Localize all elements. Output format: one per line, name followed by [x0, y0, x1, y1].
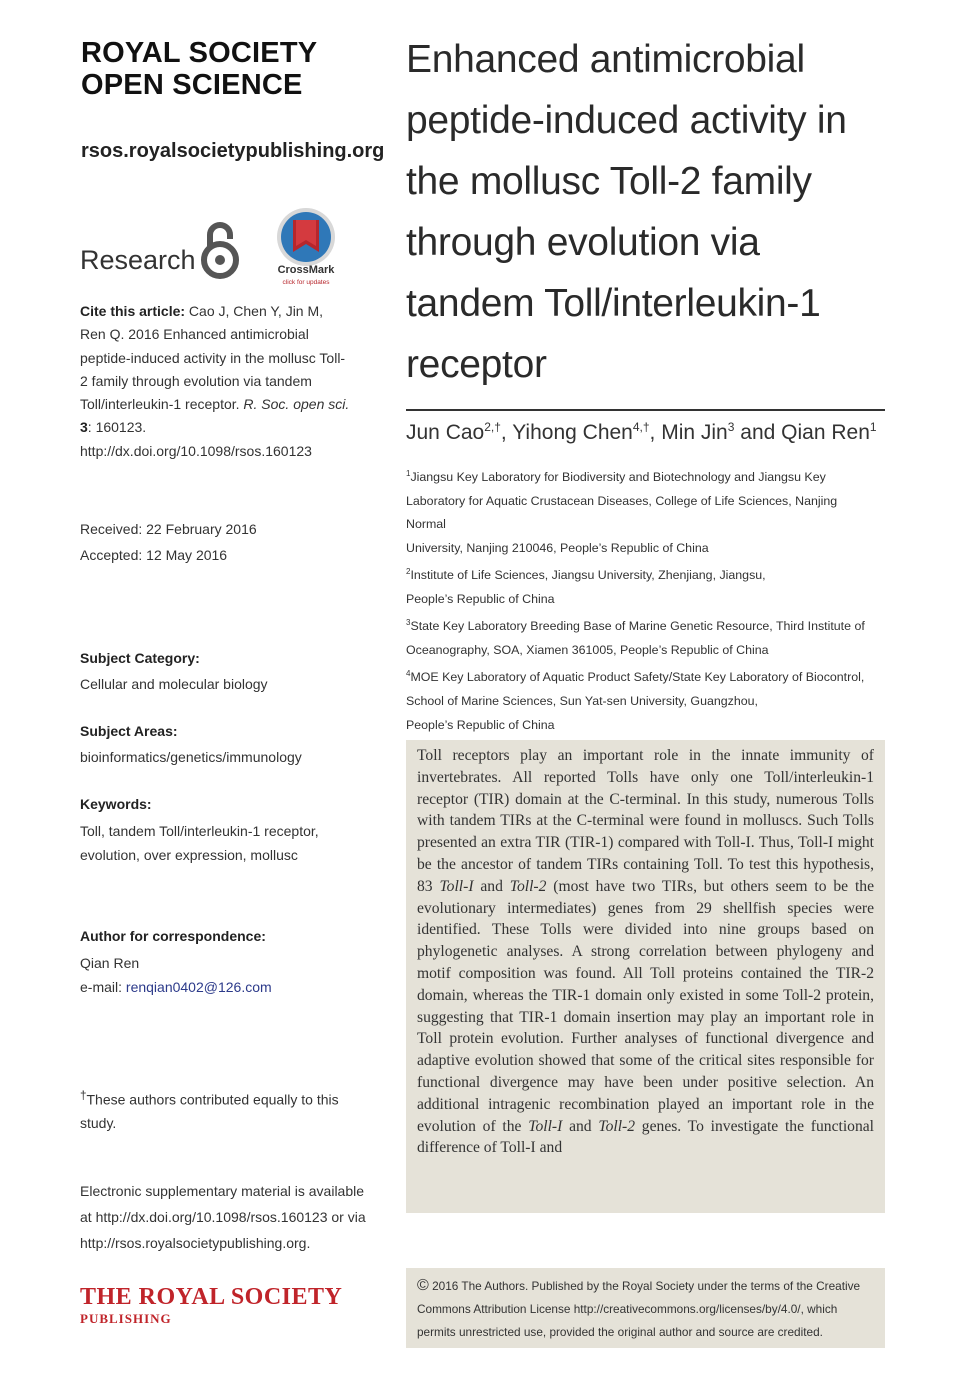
citation-block	[80, 300, 350, 463]
crossmark-label: CrossMark	[277, 264, 335, 276]
affiliation-item: $^3$State Key Laboratory Breeding Base of Marine Genetic Resource, Third Institute of	[406, 618, 865, 634]
license-text: © 2016 The Authors. Published by the Royal Society under the terms of the Creative Commons Attribution License http://creativecommons.org/licenses/by/4.0/, which permits unrestricted use, provided the original author and source are credited.	[417, 1277, 861, 1339]
abstract-box	[406, 740, 885, 1213]
subject-category-label: Subject Category:	[80, 650, 200, 666]
crossmark-sublabel: click for updates	[282, 279, 330, 286]
correspondence-name: Qian Ren	[80, 955, 140, 971]
citation-text: Cao J, Chen Y, Jin M, Ren Q. 2016 Enhanced antimicrobial peptide-induced activity in the mollusc Toll-2 family through evolution via tandem Toll/interleukin-1 receptor.	[80, 303, 346, 413]
title-line: tandem Toll/interleukin-1	[406, 282, 821, 325]
supplementary-line3[interactable]: http://rsos.royalsocietypublishing.org.	[80, 1235, 311, 1251]
title-line: the mollusc Toll-2 family	[406, 160, 812, 203]
affiliation-item: People’s Republic of China	[406, 717, 555, 732]
footnote-line2: study.	[80, 1115, 117, 1131]
abstract-text: Toll receptors play an important role in the innate immunity of invertebrates. All reported Tolls have only one Toll/interleukin-1 receptor (TIR) domain at the C-terminal. In this study, numerous Tolls with tandem TIRs at the C-terminal were found in molluscs. Such Tolls presented an extra TIR (TIR-1) compared with Toll-I. Thus, Toll-I might be the ancestor of tandem TIRs containing Toll. To test this hypothesis, 83 Toll-I and Toll-2 (most have two TIRs, but others seem to be the evolutionary intermediates) genes from 29 shellfish species were identified. These Tolls were divided into nine groups based on phylogenetic analyses. A strong correlation between phylogeny and motif composition was found. All Toll proteins contained the TIR-2 domain, whereas the TIR-1 domain only existed in some Toll-2 protein, suggesting that TIR-1 domain insertion may play an important role in Toll protein evolution. Further analyses of functional divergence and adaptive evolution showed that some of the critical sites responsible for functional divergence may have been under positive selection. An additional intragenic recombination played an important role in the evolution of the Toll-I and Toll-2 genes. To investigate the functional difference of Toll-I and	[417, 747, 875, 1157]
affiliation-item: Laboratory for Aquatic Crustacean Diseases, College of Life Sciences, Nanjing Normal	[406, 493, 838, 532]
keywords-line2: evolution, over expression, mollusc	[80, 847, 298, 863]
journal-brand-line1: ROYAL SOCIETY	[81, 37, 318, 69]
title-line: peptide-induced activity in	[406, 99, 847, 142]
author-affil: 4,†	[632, 420, 650, 434]
author-name: Qian Ren	[781, 421, 870, 444]
email-link[interactable]: renqian0402@126.com	[125, 979, 272, 995]
author-affil: 2,†	[484, 420, 501, 434]
citation-label: Cite this article:	[80, 303, 186, 319]
license-box	[406, 1268, 885, 1348]
author-name: Yihong Chen	[512, 421, 633, 444]
affiliation-item: $^4$MOE Key Laboratory of Aquatic Product Safety/State Key Laboratory of Biocontrol,	[406, 669, 865, 685]
author-list: Jun Cao$^{2,\dagger}$, Yihong Chen$^{4,\dagger}$, Min Jin$^3$ and Qian Ren$^1$	[406, 420, 877, 444]
affiliation-item: School of Marine Sciences, Sun Yat-sen University, Guangzhou,	[406, 694, 758, 708]
correspondence-email-row	[80, 976, 272, 998]
journal-url[interactable]: rsos.royalsocietypublishing.org	[81, 140, 385, 162]
article-title	[406, 29, 876, 395]
open-access-icon	[198, 219, 242, 281]
supplementary-line2: at http://dx.doi.org/10.1098/rsos.160123 or via	[80, 1209, 366, 1225]
footnote-line1: These authors contributed equally to this	[86, 1091, 339, 1108]
accepted-date: Accepted: 12 May 2016	[80, 547, 228, 563]
title-line: receptor	[406, 343, 547, 386]
publisher-logo-name: THE ROYAL SOCIETY	[80, 1284, 343, 1310]
crossmark-icon[interactable]	[270, 206, 342, 290]
citation-article: : 160123.	[87, 419, 147, 436]
affiliations	[406, 462, 876, 737]
author-name: Jun Cao	[406, 421, 485, 444]
subject-areas-label: Subject Areas:	[80, 723, 178, 739]
title-divider	[406, 409, 885, 411]
keywords-line1: Toll, tandem Toll/interleukin-1 receptor,	[80, 823, 319, 839]
citation-doi[interactable]: http://dx.doi.org/10.1098/rsos.160123	[80, 442, 312, 459]
affiliation-item: Oceanography, SOA, Xiamen 361005, People’s Republic of China	[406, 642, 769, 657]
received-date: Received: 22 February 2016	[80, 521, 257, 537]
email-label: e-mail:	[80, 979, 126, 995]
citation-volume: 3	[80, 419, 88, 436]
author-name: Min Jin	[661, 421, 728, 444]
affiliation-item: University, Nanjing 210046, People’s Republic of China	[406, 540, 709, 555]
section-label: Research	[80, 245, 196, 275]
affiliation-item: $^2$Institute of Life Sciences, Jiangsu University, Zhenjiang, Jiangsu,	[406, 567, 766, 583]
subject-category-value: Cellular and molecular biology	[80, 676, 268, 692]
affiliation-item: $^1$Jiangsu Key Laboratory for Biodiversity and Biotechnology and Jiangsu Key	[406, 469, 826, 485]
affiliation-item: People’s Republic of China	[406, 591, 555, 606]
author-affil: 3	[727, 420, 735, 434]
subject-areas-value: bioinformatics/genetics/immunology	[80, 749, 302, 765]
citation-journal: R. Soc. open sci.	[243, 396, 350, 413]
footnote-marker: †	[80, 1089, 87, 1102]
journal-brand-line2: OPEN SCIENCE	[81, 69, 303, 101]
correspondence-label: Author for correspondence:	[80, 928, 266, 944]
publisher-logo-sub: PUBLISHING	[80, 1311, 172, 1326]
keywords-label: Keywords:	[80, 796, 152, 812]
title-line: through evolution via	[406, 221, 760, 264]
copyright-icon: ©	[417, 1277, 429, 1294]
supplementary-line1: Electronic supplementary material is available	[80, 1183, 365, 1199]
title-line: Enhanced antimicrobial	[406, 38, 805, 81]
footnote	[80, 1085, 342, 1111]
author-affil: 1	[869, 420, 877, 434]
